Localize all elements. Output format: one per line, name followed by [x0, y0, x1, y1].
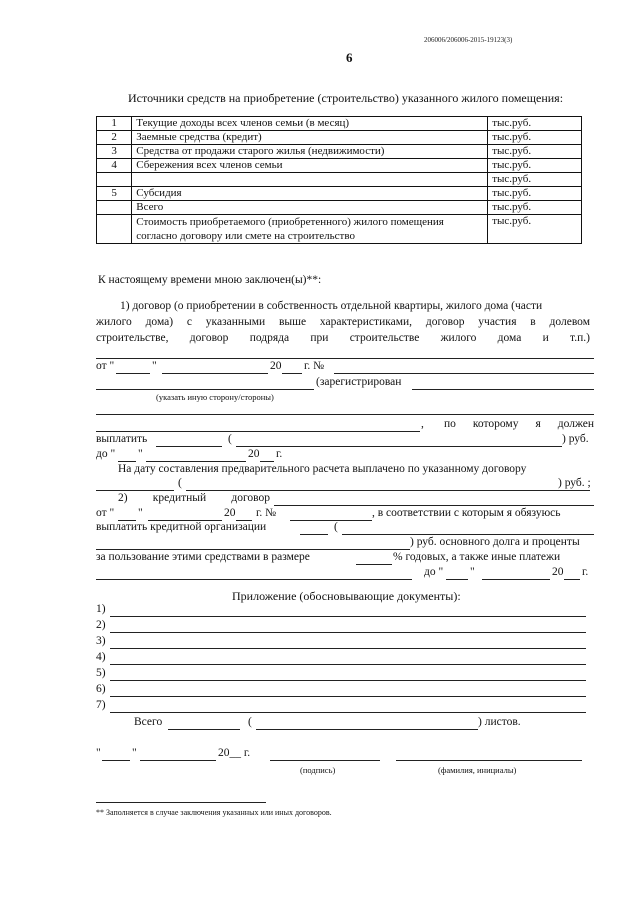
sources-row [97, 201, 582, 215]
contract1-amount-field[interactable] [156, 446, 222, 447]
contract1-word: которому [472, 418, 519, 430]
sources-row-unit[interactable]: тыс.руб. [488, 187, 582, 201]
total-count-field[interactable] [168, 729, 240, 730]
appendix-item-field[interactable] [110, 632, 586, 633]
sign-month-field[interactable] [140, 760, 216, 761]
contract1-word: долевом [549, 316, 590, 328]
contract1-word: дома [497, 332, 522, 344]
contract1-party-field[interactable] [96, 389, 314, 390]
appendix-item-field[interactable] [110, 648, 586, 649]
contract2-obliged: , в соответствии с которым я обязуюсь [372, 507, 561, 519]
sources-row-unit[interactable]: тыс.руб. [488, 215, 582, 244]
contract1-due-quote: " [138, 448, 143, 460]
appendix-item-label: 4) [96, 651, 106, 663]
appendix-item-field[interactable] [110, 616, 586, 617]
appendix-item-field[interactable] [110, 680, 586, 681]
sources-row-number: 2 [97, 131, 132, 145]
sources-row-number [97, 201, 132, 215]
sign-year: 20__ г. [218, 747, 251, 759]
sources-row-number: 5 [97, 187, 132, 201]
contract1-blank-line[interactable] [96, 358, 594, 359]
footnote-text: ** Заполняется в случае заключения указанных или иных договоров. [96, 808, 332, 817]
contract1-word: дома) [145, 316, 174, 328]
contract1-comma: , [421, 418, 424, 430]
contract1-word: должен [557, 418, 594, 430]
contract1-registered: (зарегистрирован [316, 376, 402, 388]
appendix-item-label: 2) [96, 619, 106, 631]
contract1-word: при [310, 332, 329, 344]
contracts-intro: К настоящему времени мною заключен(ы)**: [98, 274, 322, 286]
sources-row [97, 215, 582, 244]
credit-amount-field[interactable] [300, 534, 328, 535]
sources-row [97, 145, 582, 159]
appendix-item-label: 5) [96, 667, 106, 679]
contract1-word: указанными [205, 316, 266, 328]
sources-row [97, 159, 582, 173]
contract1-word: договор [425, 316, 465, 328]
contract1-day-field[interactable] [116, 373, 150, 374]
signature-hint: (подпись) [300, 765, 336, 775]
sources-title: Источники средств на приобретение (строительство) указанного жилого помещения: [128, 91, 564, 105]
contract1-number-field[interactable] [334, 373, 594, 374]
contract1-pay-label: выплатить [96, 433, 148, 445]
sources-row-unit[interactable]: тыс.руб. [488, 145, 582, 159]
contract1-due-year-field[interactable] [260, 461, 274, 462]
total-paren-open: ( [248, 716, 252, 728]
total-label: Всего [134, 716, 163, 728]
sources-row [97, 131, 582, 145]
contract1-word: с [186, 316, 192, 328]
paid-rub: ) руб. ; [558, 477, 591, 489]
contract1-word: характеристиками, [319, 316, 413, 328]
sources-table [96, 116, 582, 244]
contract1-word: строительстве, [96, 332, 169, 344]
sources-row [97, 173, 582, 187]
contract2-label [118, 492, 270, 504]
total-count-words-field[interactable] [256, 729, 478, 730]
contract1-date-prefix: от " [96, 360, 115, 372]
credit-due-year-field[interactable] [564, 579, 580, 580]
total-sheets-label: ) листов. [478, 716, 521, 728]
credit-usage-label: за пользование этими средствами в размере [96, 551, 310, 563]
sources-row-name: Всего [132, 201, 488, 215]
paid-as-of-label: На дату составления предварительного расчета выплачено по указанному договору [118, 463, 527, 475]
contract2-date-prefix: от " [96, 507, 115, 519]
contract1-amount-words-field[interactable] [236, 446, 562, 447]
contract1-due-month-field[interactable] [146, 461, 246, 462]
credit-due-year-prefix: 20 [552, 566, 564, 578]
sources-row-name: Сбережения всех членов семьи [132, 159, 488, 173]
contract1-rub: ) руб. [562, 433, 589, 445]
contract1-word: подряда [249, 332, 290, 344]
contract1-g-no: г. № [304, 360, 325, 372]
contract2-word: 2) [118, 492, 128, 504]
contract1-paren-open: ( [228, 433, 232, 445]
contract1-line3 [96, 332, 590, 344]
appendix-item-label: 1) [96, 603, 106, 615]
sources-row-number: 4 [97, 159, 132, 173]
contract1-quote: " [152, 360, 157, 372]
contract1-word: я [535, 418, 541, 430]
other-party-hint: (указать иную сторону/стороны) [156, 392, 274, 402]
contract1-word: участия [478, 316, 517, 328]
sources-row-name: Текущие доходы всех членов семьи (в месяц) [132, 117, 488, 131]
contract1-year-field[interactable] [282, 373, 302, 374]
appendix-item-field[interactable] [110, 712, 586, 713]
contract2-year-prefix: 20 [224, 507, 236, 519]
appendix-item-field[interactable] [110, 664, 586, 665]
credit-percent-label: % годовых, а также иные платежи [393, 551, 561, 563]
contract1-line2 [96, 316, 590, 328]
contract1-due-day-field[interactable] [118, 461, 136, 462]
sources-row-name: Стоимость приобретаемого (приобретенного) жилого помещения согласно договору или смете на строительство [132, 215, 488, 244]
sources-row-number: 3 [97, 145, 132, 159]
credit-due-quote: " [470, 566, 475, 578]
sign-date-quote-open: " [96, 747, 101, 759]
credit-due-month-field[interactable] [482, 579, 550, 580]
contract2-quote: " [138, 507, 143, 519]
sign-date-quote-close: " [132, 747, 137, 759]
sources-row-unit[interactable]: тыс.руб. [488, 131, 582, 145]
appendix-item-label: 7) [96, 699, 106, 711]
credit-other-payments-field[interactable] [96, 579, 412, 580]
contract1-word: договор [189, 332, 229, 344]
credit-org-label: выплатить кредитной организации [96, 521, 267, 533]
appendix-item-label: 3) [96, 635, 106, 647]
sources-row-number: 1 [97, 117, 132, 131]
credit-paren-open: ( [334, 521, 338, 533]
contract2-word: кредитный [152, 492, 207, 504]
credit-amount-words-field[interactable] [342, 534, 594, 535]
contract2-name-field[interactable] [274, 505, 594, 506]
contract1-word: выше [278, 316, 307, 328]
contract1-word: по [444, 418, 456, 430]
full-name-field[interactable] [396, 760, 582, 761]
credit-principal-label: ) руб. основного долга и проценты [410, 536, 580, 548]
contract2-number-field[interactable] [290, 520, 372, 521]
contract1-word: строительстве [349, 332, 420, 344]
sources-row-number [97, 215, 132, 244]
contract1-party-continued-field[interactable] [96, 431, 420, 432]
sources-row-unit[interactable]: тыс.руб. [488, 159, 582, 173]
credit-due-prefix: до " [424, 566, 444, 578]
paid-amount-field[interactable] [96, 490, 174, 491]
contract1-blank-line-2[interactable] [96, 414, 594, 415]
contract1-registration-field[interactable] [412, 389, 594, 390]
contract1-must-pay [444, 418, 594, 430]
contract1-due-g: г. [276, 448, 283, 460]
contract2-g-no: г. № [256, 507, 277, 519]
appendix-item-label: 6) [96, 683, 106, 695]
paid-amount-words-field[interactable] [186, 490, 590, 491]
contract1-word: в [530, 316, 536, 328]
contract1-word: и [542, 332, 549, 344]
credit-due-day-field[interactable] [446, 579, 468, 580]
paid-paren-open: ( [178, 477, 182, 489]
contract1-month-field[interactable] [162, 373, 268, 374]
credit-due-g: г. [582, 566, 589, 578]
sources-row-name: Средства от продажи старого жилья (недвижимости) [132, 145, 488, 159]
sources-row-number [97, 173, 132, 187]
contract1-line1: 1) договор (о приобретении в собственность отдельной квартиры, жилого дома (части [120, 300, 543, 312]
full-name-hint: (фамилия, инициалы) [438, 765, 517, 775]
credit-amount-words-field-2[interactable] [96, 549, 410, 550]
sources-row-unit[interactable]: тыс.руб. [488, 117, 582, 131]
sources-row-name [132, 173, 488, 187]
contract1-word: т.п.) [570, 332, 590, 344]
sources-row-unit[interactable]: тыс.руб. [488, 173, 582, 187]
footnote-divider [96, 802, 266, 803]
contract2-word: договор [231, 492, 270, 504]
contract1-due-prefix: до " [96, 448, 116, 460]
signature-field[interactable] [270, 760, 380, 761]
credit-rate-field[interactable] [356, 564, 392, 565]
sign-day-field[interactable] [102, 760, 130, 761]
page-number: 6 [346, 50, 353, 65]
appendix-item-field[interactable] [110, 696, 586, 697]
contract1-word: жилого [440, 332, 477, 344]
sources-row-name: Субсидия [132, 187, 488, 201]
sources-row [97, 187, 582, 201]
contract1-year-prefix: 20 [270, 360, 282, 372]
contract1-word: жилого [96, 316, 132, 328]
appendix-title: Приложение (обосновывающие документы): [232, 589, 461, 603]
contract1-due-year-prefix: 20 [248, 448, 260, 460]
sources-row-unit[interactable]: тыс.руб. [488, 201, 582, 215]
sources-row-name: Заемные средства (кредит) [132, 131, 488, 145]
sources-row [97, 117, 582, 131]
document-id: 206006/206006-2015-19123(3) [424, 36, 513, 44]
